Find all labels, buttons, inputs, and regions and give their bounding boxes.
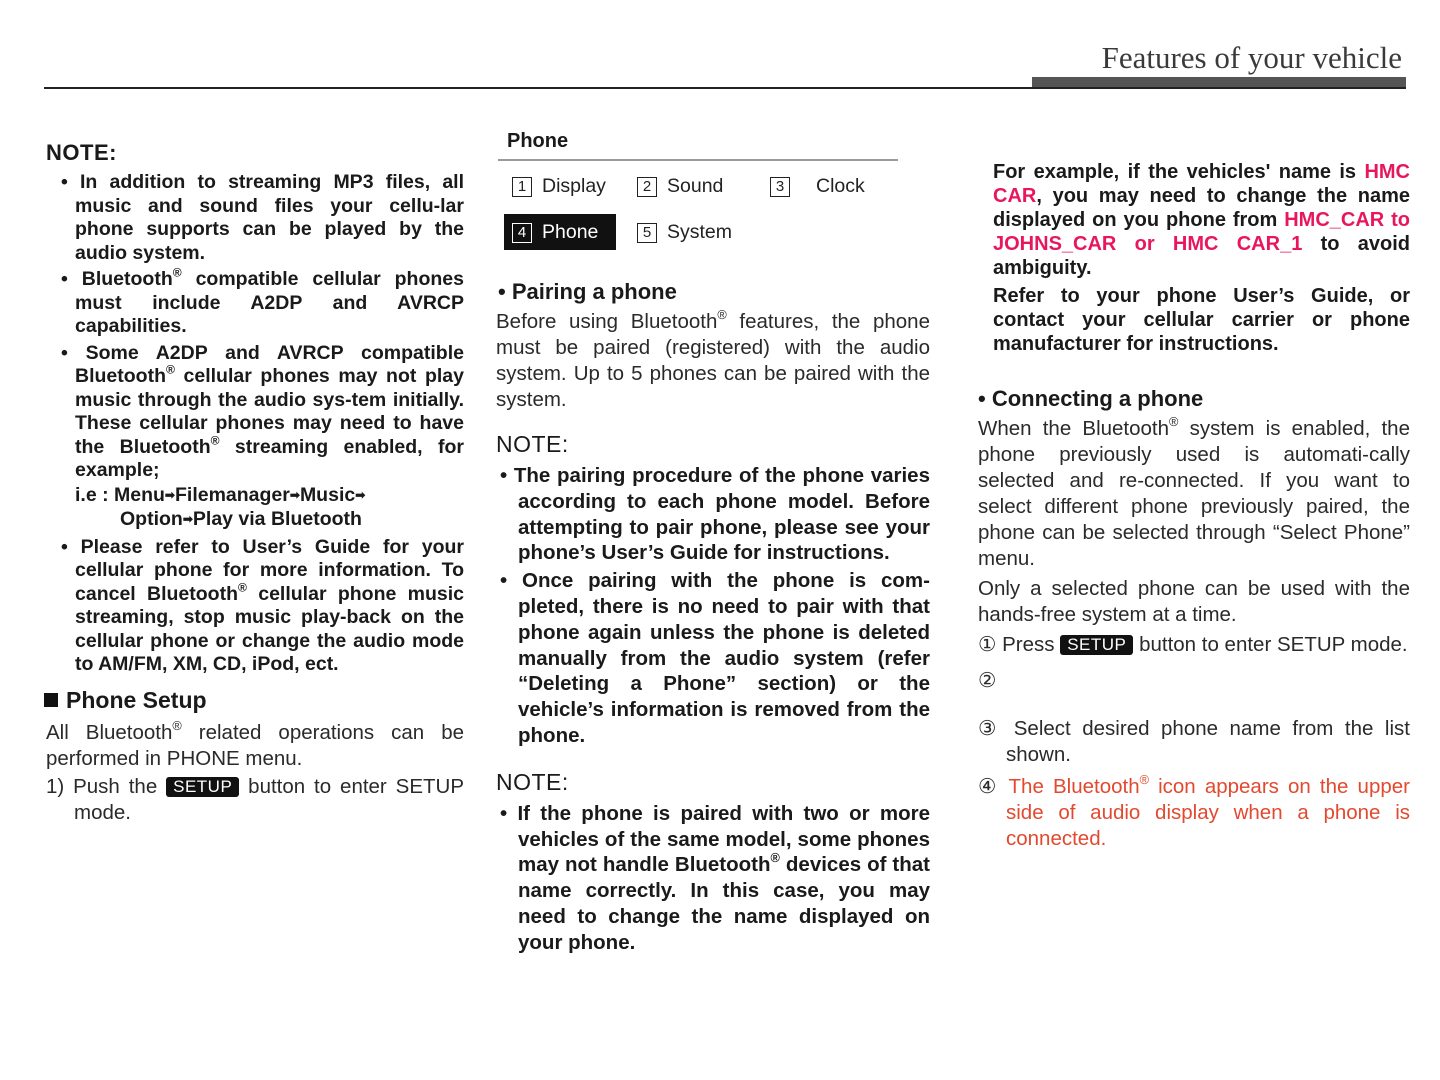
phone-menu-row-2 — [496, 213, 930, 259]
connect-step-1: ① Press SETUP button to enter SETUP mode. — [978, 633, 1408, 656]
arrow-icon: ➡ — [289, 487, 300, 502]
arrow-icon: ➡ — [355, 487, 366, 502]
note-bullet: • Some A2DP and AVRCP compatible Bluetooth® cellular phones may not play music through the audio sys-tem initially. These cellular phones may need to have the Bluetooth® streaming enabled, for example; — [61, 341, 464, 481]
menu-item-display: 1 Display — [512, 171, 606, 201]
arrow-icon: ➡ — [182, 512, 193, 526]
header-rule — [44, 87, 1406, 89]
note-bullet: • The pairing procedure of the phone varies according to each phone model. Before attempting to pair phone, please see your phone’s User’s Guide for instructions. — [500, 464, 930, 565]
note-bullet: • Please refer to User’s Guide for your cellular phone for more information. To cancel Bluetooth® cellular phone music streaming, stop music play-back on the cellular phone or change the audio mode to AM/FM, XM, CD, iPod, ect. — [61, 535, 465, 675]
note-heading: NOTE: — [496, 768, 569, 795]
menu-path-line-2: Option➡Play via Bluetooth — [120, 508, 362, 530]
pairing-body: Before using Bluetooth® features, the phone must be paired (registered) with the audio system. Up to 5 phones can be paired with the system. — [496, 307, 930, 411]
section-title: Phone Setup — [44, 687, 464, 714]
arrow-icon: ➡ — [164, 487, 175, 502]
section-body: All Bluetooth® related operations can be performed in PHONE menu. — [46, 717, 464, 770]
menu-item-sound: 2 Sound — [637, 171, 723, 201]
menu-item-phone-selected: 4 Phone — [504, 214, 616, 250]
setup-button-label: SETUP — [1060, 635, 1133, 655]
connecting-heading: • Connecting a phone — [978, 386, 1204, 411]
note-heading: NOTE: — [46, 140, 117, 165]
menu-item-system: 5 System — [637, 217, 732, 247]
note-heading: NOTE: — [496, 431, 569, 457]
page-header-title: Features of your vehicle — [1101, 40, 1402, 75]
connecting-body-2: Only a selected phone can be used with the hands-free system at a time. — [978, 577, 1410, 626]
connecting-body: When the Bluetooth® system is enabled, the phone previously used is automati-cally selected and re-connected. If you want to select different phone previously paired, the phone can be selected through “Select Phone” menu. — [978, 414, 1410, 570]
column-left — [46, 140, 464, 826]
note-bullet: • Once pairing with the phone is com-pleted, there is no need to pair with that phone again unless the phone is deleted manually from the audio system (refer “Deleting a Phone” section) or the vehicle’s information is removed from the phone. — [500, 569, 930, 747]
phone-menu-row-1 — [496, 167, 930, 213]
column-middle — [496, 130, 930, 958]
connect-step-2: ② — [978, 669, 997, 692]
menu-path-line-1: i.e : Menu➡Filemanager➡Music➡ — [75, 483, 366, 506]
column-right — [978, 160, 1410, 852]
pairing-heading: • Pairing a phone — [498, 279, 677, 304]
connect-step-4: ④ The Bluetooth® icon appears on the upper side of audio display when a phone is connected. — [978, 772, 1410, 850]
square-bullet-icon — [44, 693, 58, 707]
phone-menu-rule — [498, 159, 898, 161]
note-bullet: • Bluetooth® compatible cellular phones must include A2DP and AVRCP capabilities. — [61, 265, 464, 337]
connect-step-3: ③ Select desired phone name from the list shown. — [978, 717, 1410, 766]
note-bullet: • If the phone is paired with two or more vehicles of the same model, some phones may not handle Bluetooth® devices of that name correctly. In this case, you may need to change the name displayed on your phone. — [500, 801, 930, 954]
menu-item-clock: 3 Clock — [770, 171, 865, 201]
note-bullet: • In addition to streaming MP3 files, all music and sound files your cellu-lar phone supports can be played by the audio system. — [61, 171, 464, 264]
example-text: For example, if the vehicles' name is HMC CAR, you may need to change the name displayed on you phone from HMC_CAR to JOHNS_CAR or HMC CAR_1 to avoid ambiguity. — [993, 161, 1411, 279]
phone-menu-title: Phone — [507, 130, 569, 152]
setup-button-label: SETUP — [166, 777, 239, 797]
step-1: 1) Push the SETUP button to enter SETUP mode. — [46, 774, 464, 824]
refer-text: Refer to your phone User’s Guide, or contact your cellular carrier or phone manufacturer for instructions. — [993, 285, 1410, 355]
